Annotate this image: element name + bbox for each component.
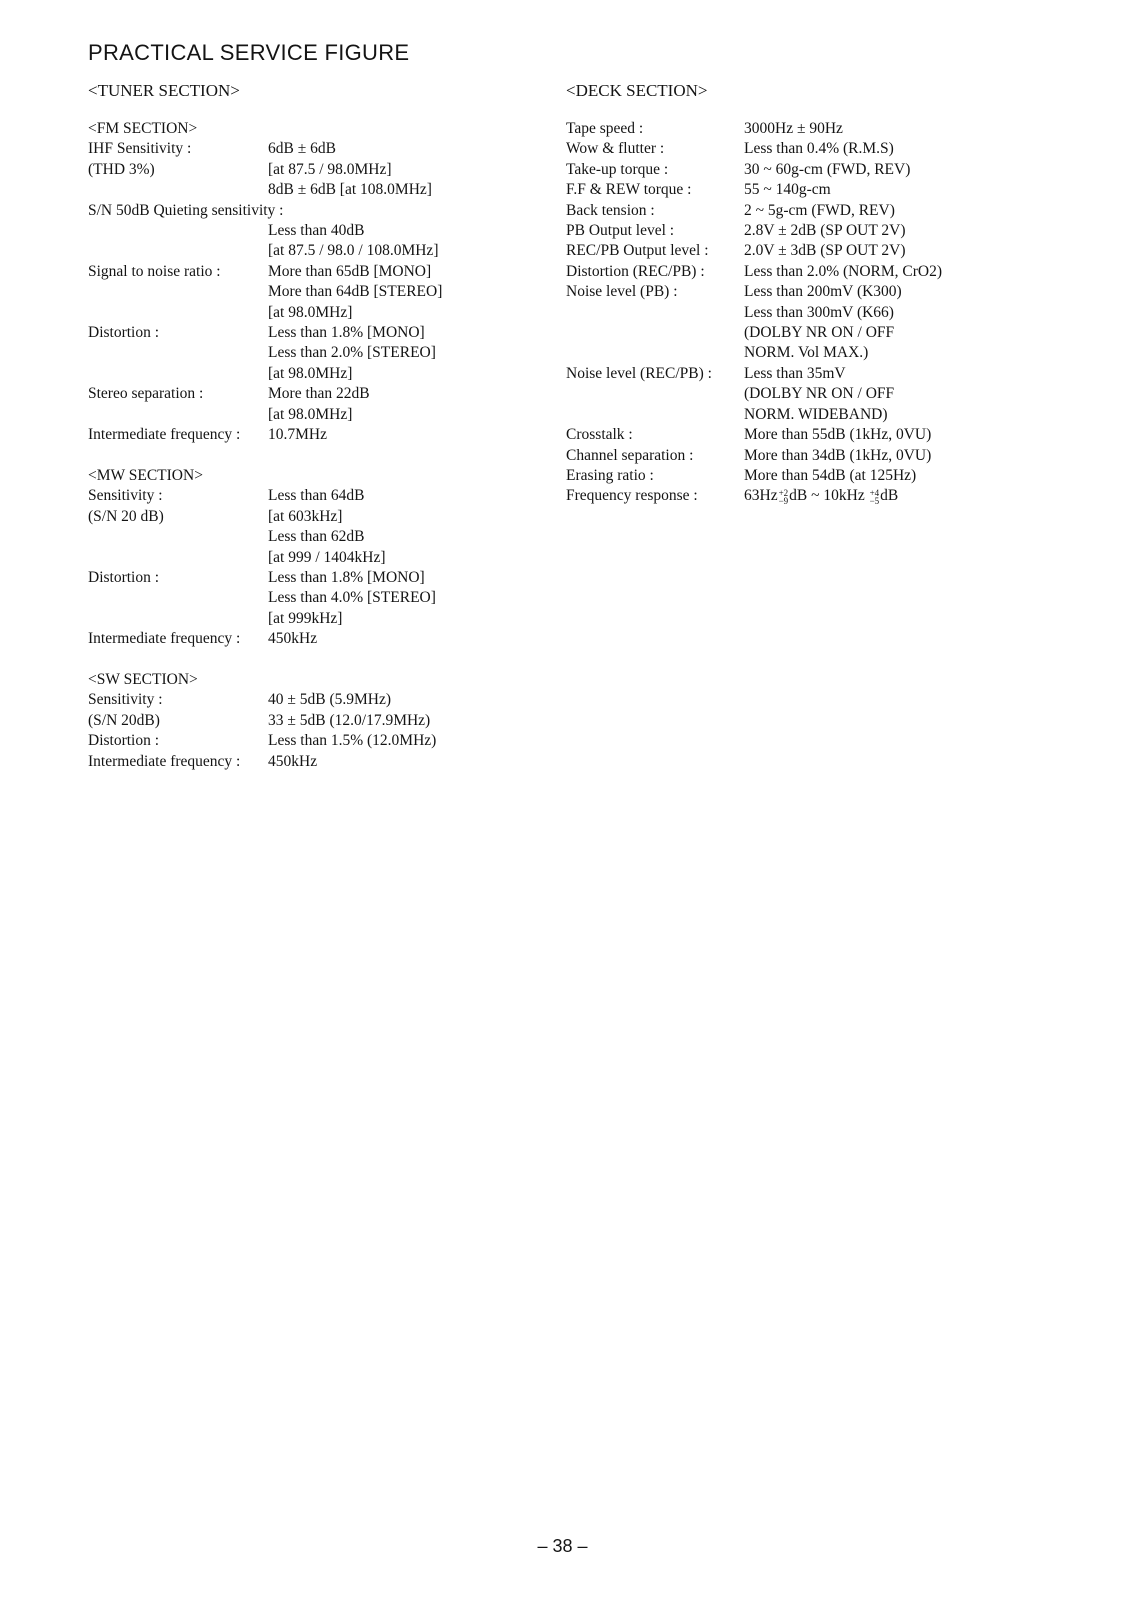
spec-row: [566, 282, 986, 302]
spec-row: [88, 160, 508, 180]
freq-low: 63Hz: [744, 487, 778, 505]
spec-value: 2.8V ± 2dB (SP OUT 2V): [744, 222, 906, 240]
spec-value: Less than 200mV (K300): [744, 283, 902, 301]
spec-row: [566, 446, 986, 466]
spec-value: More than 55dB (1kHz, 0VU): [744, 426, 932, 444]
spec-value: More than 22dB: [268, 385, 370, 403]
spec-value: Less than 4.0% [STEREO]: [268, 589, 436, 607]
spec-row: [88, 241, 508, 261]
spec-label: Erasing ratio :: [566, 466, 654, 484]
spec-label: Take-up torque :: [566, 160, 669, 178]
spec-row: [566, 364, 986, 384]
tuner-section-title: <TUNER SECTION>: [88, 81, 240, 100]
freq-unit: dB: [880, 487, 899, 505]
spec-label: IHF Sensitivity :: [88, 140, 192, 158]
spec-label: [88, 221, 268, 241]
deck-frequency-response-row: [566, 486, 986, 506]
spec-value: Less than 2.0% (NORM, CrO2): [744, 262, 943, 280]
spec-label: Tape speed :: [566, 120, 644, 137]
spec-row: [566, 384, 986, 404]
deck-column: [566, 79, 986, 507]
spec-label: Back tension :: [566, 201, 655, 219]
spec-row: [566, 466, 986, 486]
spec-label: Stereo separation :: [88, 385, 204, 403]
spec-row: [566, 119, 986, 139]
spec-value: NORM. Vol MAX.): [744, 344, 869, 362]
spec-row: [566, 343, 986, 363]
page-number: – 38 –: [537, 1536, 588, 1556]
spec-row: [88, 303, 508, 323]
spec-row: [88, 323, 508, 343]
sw-section-title: <SW SECTION>: [88, 670, 198, 688]
spec-label: Distortion (REC/PB) :: [566, 262, 705, 280]
fm-section-title: <FM SECTION>: [88, 120, 198, 137]
spec-row: [566, 221, 986, 241]
spec-label: Sensitivity :: [88, 487, 163, 505]
spec-row: [88, 711, 508, 731]
spec-value: 33 ± 5dB (12.0/17.9MHz): [268, 711, 431, 729]
spec-value: NORM. WIDEBAND): [744, 405, 888, 423]
spec-value: [at 87.5 / 98.0 / 108.0MHz]: [268, 242, 439, 260]
spec-row: [88, 180, 508, 200]
spec-label: Noise level (REC/PB) :: [566, 364, 712, 382]
spec-value: [at 98.0MHz]: [268, 364, 353, 382]
spec-value: 40 ± 5dB (5.9MHz): [268, 691, 392, 709]
spec-label: [88, 527, 268, 547]
spec-label: Distortion :: [88, 324, 160, 342]
spec-label: (THD 3%): [88, 160, 155, 178]
spec-value: Less than 1.8% [MONO]: [268, 568, 425, 586]
spec-value: [at 603kHz]: [268, 507, 343, 525]
spec-value: [at 98.0MHz]: [268, 303, 353, 321]
spec-value: More than 65dB [MONO]: [268, 262, 432, 280]
spec-row: [88, 221, 508, 241]
spec-value: Less than 2.0% [STEREO]: [268, 344, 436, 362]
spec-label: Intermediate frequency :: [88, 630, 241, 648]
spec-value: Less than 1.5% (12.0MHz): [268, 732, 437, 750]
spec-label: [566, 384, 744, 404]
spec-row: [88, 690, 508, 710]
spec-row: [88, 752, 508, 772]
freq-high-tolerance: +4 −5: [869, 487, 880, 506]
spec-row: [88, 548, 508, 568]
spec-value: 3000Hz ± 90Hz: [744, 120, 843, 137]
spec-value: 2 ~ 5g-cm (FWD, REV): [744, 201, 895, 219]
spec-label: [88, 282, 268, 302]
spec-row: [566, 323, 986, 343]
spec-row: [88, 507, 508, 527]
spec-row: [566, 160, 986, 180]
spec-row: [88, 343, 508, 363]
spec-row: [566, 180, 986, 200]
spec-label: [88, 343, 268, 363]
spec-value: 10.7MHz: [268, 426, 327, 444]
spec-value: Less than 300mV (K66): [744, 303, 894, 321]
spec-row: [88, 425, 508, 445]
spec-label: (S/N 20dB): [88, 711, 160, 729]
spec-row: [88, 486, 508, 506]
page-title: PRACTICAL SERVICE FIGURE: [88, 40, 410, 65]
spec-label: [88, 588, 268, 608]
spec-label: [88, 609, 268, 629]
spec-row: [88, 609, 508, 629]
spec-row: [566, 241, 986, 261]
spec-row: [566, 303, 986, 323]
sw-spec-list: [88, 690, 508, 772]
spec-row: [88, 588, 508, 608]
spec-label: Distortion :: [88, 732, 160, 750]
spec-label: [88, 405, 268, 425]
spec-label: [88, 241, 268, 261]
spec-value: [at 87.5 / 98.0MHz]: [268, 160, 392, 178]
spec-label: Intermediate frequency :: [88, 752, 241, 770]
spec-value: 8dB ± 6dB [at 108.0MHz]: [268, 181, 432, 199]
spec-label: REC/PB Output level :: [566, 242, 709, 260]
spec-row: [566, 201, 986, 221]
spec-label: [88, 180, 268, 200]
spec-row: [88, 282, 508, 302]
spec-value: More than 34dB (1kHz, 0VU): [744, 446, 932, 464]
spec-value: More than 64dB [STEREO]: [268, 283, 443, 301]
spec-label: (S/N 20 dB): [88, 507, 164, 525]
spec-value: Less than 35mV: [744, 364, 846, 382]
spec-label: Signal to noise ratio :: [88, 262, 221, 280]
spec-row: [88, 139, 508, 159]
spec-label: F.F & REW torque :: [566, 181, 692, 199]
spec-label: Channel separation :: [566, 446, 694, 464]
mw-section-title: <MW SECTION>: [88, 466, 203, 484]
spec-row: [88, 568, 508, 588]
mw-spec-list: [88, 486, 508, 649]
spec-label: S/N 50dB Quieting sensitivity :: [88, 201, 284, 219]
deck-spec-list: [566, 119, 986, 486]
spec-value: 55 ~ 140g-cm: [744, 181, 831, 199]
freq-low-tolerance: +2 −9: [778, 487, 789, 506]
spec-value: [744, 486, 898, 506]
spec-value: Less than 64dB: [268, 487, 365, 505]
tuner-column: [88, 79, 508, 772]
spec-label: [566, 323, 744, 343]
deck-section-title: <DECK SECTION>: [566, 81, 708, 100]
spec-label: Frequency response :: [566, 487, 698, 505]
spec-label: [566, 343, 744, 363]
spec-value: 450kHz: [268, 752, 318, 770]
spec-value: 6dB ± 6dB: [268, 140, 336, 158]
spec-value: 450kHz: [268, 630, 318, 648]
fm-spec-list: [88, 139, 508, 445]
freq-sep: dB ~ 10kHz: [789, 487, 865, 505]
spec-row: [566, 262, 986, 282]
spec-label: Distortion :: [88, 568, 160, 586]
spec-row: [566, 139, 986, 159]
spec-label: [88, 548, 268, 568]
spec-label: Sensitivity :: [88, 691, 163, 709]
spec-label: [88, 364, 268, 384]
spec-row: [88, 527, 508, 547]
spec-value: (DOLBY NR ON / OFF: [744, 385, 895, 403]
spec-value: Less than 62dB: [268, 528, 365, 546]
spec-value: [at 999 / 1404kHz]: [268, 548, 386, 566]
spec-row: [88, 405, 508, 425]
spec-value: 30 ~ 60g-cm (FWD, REV): [744, 160, 911, 178]
spec-label: [566, 303, 744, 323]
spec-row: [88, 731, 508, 751]
spec-row: [566, 405, 986, 425]
spec-value: 2.0V ± 3dB (SP OUT 2V): [744, 242, 906, 260]
spec-row: [88, 262, 508, 282]
spec-row: [88, 629, 508, 649]
spec-value: (DOLBY NR ON / OFF: [744, 324, 895, 342]
spec-value: Less than 0.4% (R.M.S): [744, 140, 894, 158]
spec-row: [566, 425, 986, 445]
spec-value: [at 98.0MHz]: [268, 405, 353, 423]
spec-label: Crosstalk :: [566, 426, 633, 444]
spec-value: More than 54dB (at 125Hz): [744, 466, 917, 484]
spec-row: [88, 201, 508, 221]
spec-label: [566, 405, 744, 425]
spec-label: PB Output level :: [566, 222, 675, 240]
spec-value: Less than 40dB: [268, 222, 365, 240]
spec-value: [at 999kHz]: [268, 609, 343, 627]
spec-row: [88, 384, 508, 404]
spec-value: Less than 1.8% [MONO]: [268, 324, 425, 342]
spec-row: [88, 364, 508, 384]
spec-label: [88, 303, 268, 323]
spec-label: Wow & flutter :: [566, 140, 665, 158]
spec-label: Noise level (PB) :: [566, 283, 678, 301]
spec-label: Intermediate frequency :: [88, 426, 241, 444]
